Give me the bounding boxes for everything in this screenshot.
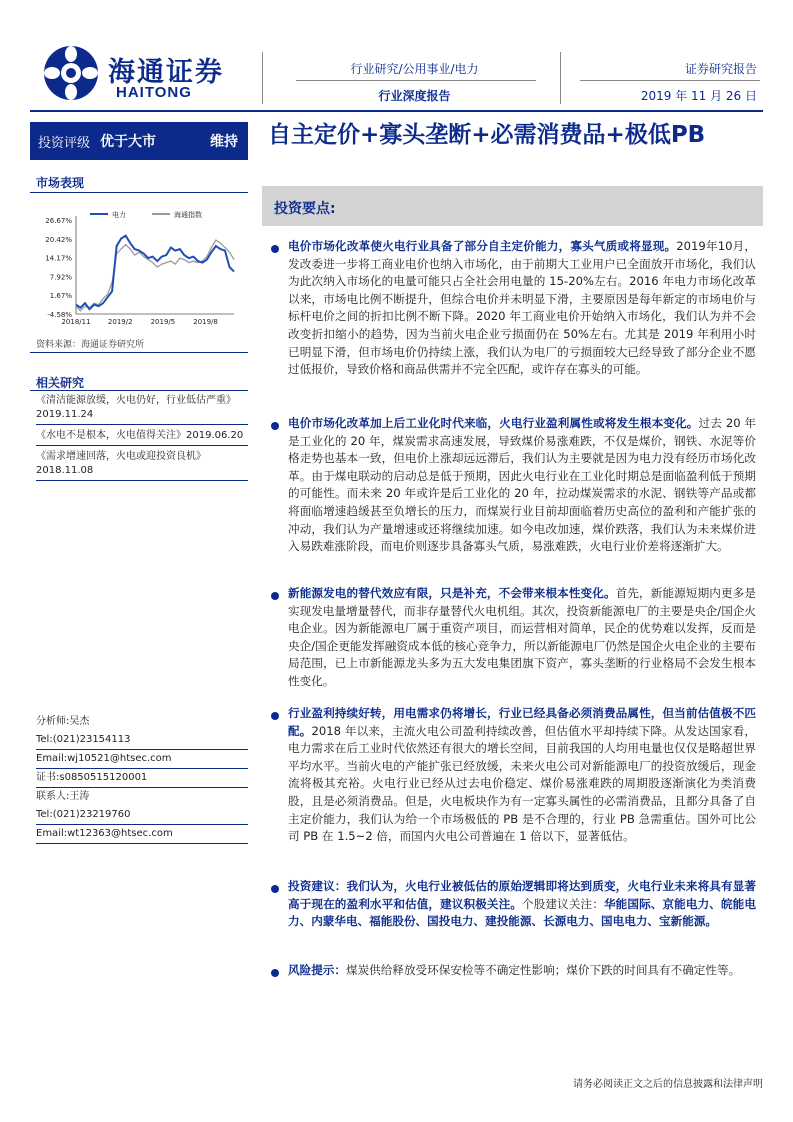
paragraph-lead: 行业盈利持续好转，用电需求仍将增长，行业已经具备必须消费品属性，但当前估值极不匹配。 <box>288 706 756 738</box>
analyst-name: 分析师:吴杰 <box>36 716 90 727</box>
bullet-icon <box>271 885 279 893</box>
contact-email[interactable]: Email:wt12363@htsec.com <box>36 825 248 844</box>
y-tick-label: -4.58% <box>47 311 72 319</box>
related-rule <box>30 390 248 391</box>
contact-name: 联系人:王涛 <box>36 791 90 802</box>
rating-value: 优于大市 <box>100 134 157 150</box>
bullet-icon <box>271 422 279 430</box>
analyst-cert: 证书:s0850515120001 <box>36 769 248 788</box>
bullet-icon <box>271 712 279 720</box>
paragraph-body: 2019年10月，发改委进一步将工商业电价也纳入市场化，由于前期大工业用户已全面放开市场化，我们认为此次纳入市场化的电量可能只占全社会用电量的 15-20%左右。2016 年电力市场化改革以来，市场电比例不断提升，但综合电价并未明显下滑，主要原因是每年新定的市场电价与标杆电价之间的折扣比例不断下降。2020 年工商业电价开始纳入市场化，我们认为并不会改变折扣缩小的趋势，因为当前火电企业亏损面仍在 50%左右。尤其是 2019 年利用小时已明显下滑，但市场电价仍持续上涨，我们认为电厂的亏损面较大已经导致了部分企业不愿过低报价，导致价格和商品供需并不完全匹配，或许存在寡头的可能。 <box>288 239 756 377</box>
source-rule <box>30 352 248 353</box>
bullet-icon <box>271 592 279 600</box>
chart-source: 资料来源：海通证券研究所 <box>36 340 145 350</box>
related-item[interactable]: 《清洁能源放缓，火电仍好，行业低估严重》2019.11.24 <box>36 392 248 425</box>
y-tick-label: 14.17% <box>45 254 72 263</box>
market-rule <box>30 192 248 193</box>
header-divider <box>262 52 263 104</box>
header-divider <box>560 52 561 104</box>
header-report-type: 行业深度报告 <box>378 89 451 103</box>
paragraph <box>288 705 756 846</box>
key-points-title: 投资要点: <box>274 201 336 217</box>
contacts <box>36 713 248 844</box>
footer-disclaimer: 请务必阅读正文之后的信息披露和法律声明 <box>573 1079 763 1090</box>
market-section-title: 市场表现 <box>36 176 85 190</box>
y-tick-label: 20.42% <box>45 235 72 244</box>
header-right-label: 证券研究报告 <box>684 62 757 76</box>
bullet-icon <box>271 969 279 977</box>
paragraph-body: 2018 年以来，主流火电公司盈利持续改善，但估值水平却持续下降。从发达国家看，电力需求在后工业时代依然还有很大的增长空间，目前我国的人均用电量也仅仅是略超世界平均水平。当前火电的产能扩张已经放缓，未来火电公司对新能源电厂的投资放缓后，现金流将极其充裕。火电行业已经从过去电价稳定、煤价易涨难跌的周期股逐渐演化为类消费股，且是必须消费品。但是，火电板块作为有一定寡头属性的必需消费品，且都分具备了自主定价能力，我们认为给一个市场极低的 PB 是不合理的，行业 PB 急需重估。国外可比公司 PB 在 1.5~2 倍，而国内火电公司普遍在 1 倍以下，显著低估。 <box>288 723 756 844</box>
contact-tel: Tel:(021)23219760 <box>36 806 248 825</box>
logo-cn-text: 海通证券 <box>108 57 224 88</box>
header-category: 行业研究/公用事业/电力 <box>350 62 479 76</box>
analyst-tel: Tel:(021)23154113 <box>36 731 248 750</box>
paragraph-lead: 电价市场化改革使火电行业具备了部分自主定价能力，寡头气质或将显现。 <box>288 239 677 253</box>
legend-label: 电力 <box>112 211 126 219</box>
report-header <box>0 0 793 112</box>
market-chart-svg <box>30 202 248 332</box>
series-line-power <box>76 236 234 310</box>
paragraph-body: 煤炭供给释放受环保安检等不确定性影响；煤价下跌的时间具有不确定性等。 <box>345 963 741 977</box>
paragraph-body: 过去 20 年是工业化的 20 年，煤炭需求高速发展，导致煤价易涨难跌，不仅是煤价，钢铁、水泥等价格走势也基本一致，但电价上涨却远远滞后，我们认为主要就是因为电力没有经历市场化改革。由于煤电联动的启动总是低于预期，因此火电行业在工业化时期总是面临盈利低于预期的可能性。而未来 20 年或许是后工业化的 20 年，拉动煤炭需求的水泥、钢铁等产品或都将面临增速趋缓甚至负增长的压力，而煤炭行业目前却面临着历史高位的盈利和产能扩张的冲动，我们认为产量增速或还将继续加速。如今电改加速，煤价跌落，我们认为未来煤价进入易跌难涨阶段，而电价则逐步具备寡头气质，易涨难跌，火电行业价差将逐渐扩大。 <box>288 416 756 554</box>
rating-box <box>30 122 248 160</box>
x-tick-label: 2019/2 <box>107 318 133 326</box>
paragraph-body: 首先，新能源短期内更多是实现发电量增量替代，而非存量替代火电机组。其次，投资新能源电厂的主要是央企/国企火电企业。因为新能源电厂属于重资产项目，而运营相对简单，民企的优势难以发挥，反而是央企/国企更能发挥融资成本低的核心竞争力，所以新能源电厂仍然是国企火电企业的主要布局范围，已上市新能源龙头多为五大发电集团旗下资产，寡头垄断的行业格局不会发生根本性变化。 <box>288 586 756 688</box>
header-mid-rule <box>296 80 536 81</box>
header-date: 2019 年 11 月 26 日 <box>640 89 757 103</box>
analyst-email[interactable]: Email:wj10521@htsec.com <box>36 750 248 769</box>
related-item[interactable]: 《水电不是根本，火电值得关注》2019.06.20 <box>36 427 248 446</box>
y-tick-label: 7.92% <box>49 273 72 282</box>
related-list <box>36 392 248 483</box>
x-tick-label: 2019/8 <box>193 318 218 326</box>
rating-label: 投资评级 <box>38 135 91 151</box>
y-tick-label: 1.67% <box>49 292 72 301</box>
x-tick-label: 2019/5 <box>150 318 176 326</box>
paragraph-lead: 新能源发电的替代效应有限，只是补充，不会带来根本性变化。 <box>288 586 616 600</box>
bullet-icon <box>271 245 279 253</box>
logo-en-text: HAITONG <box>116 84 192 101</box>
paragraph-tail: 华能国际、京能电力、皖能电力、内蒙华电、福能股份、国投电力、建投能源、长源电力、国电电力、宝新能源。 <box>288 896 756 929</box>
header-right-rule <box>580 80 760 81</box>
x-tick-label: 2018/11 <box>61 318 91 326</box>
logo <box>42 44 242 104</box>
series-line-haitong-index <box>76 240 234 311</box>
rating-action: 维持 <box>210 134 238 150</box>
y-tick-label: 26.67% <box>45 217 72 225</box>
paragraph <box>288 585 756 691</box>
header-bottom-rule <box>30 110 763 112</box>
paragraph-body: 个股建议关注： <box>522 896 604 911</box>
paragraph-lead: 投资建议：我们认为，火电行业被低估的原始逻辑即将达到质变，火电行业未来将具有显著高于现在的盈利水平和估值，建议积极关注。 <box>288 879 756 911</box>
paragraph <box>288 962 756 980</box>
paragraph <box>288 238 756 379</box>
paragraph <box>288 415 756 556</box>
market-chart <box>30 202 248 332</box>
paragraph <box>288 878 756 931</box>
related-item[interactable]: 《需求增速回落，火电或迎投资良机》2018.11.08 <box>36 448 248 481</box>
key-points-bar <box>262 186 763 226</box>
legend-label: 海通指数 <box>174 211 202 219</box>
report-title: 自主定价+寡头垄断+必需消费品+极低PB <box>268 122 706 148</box>
paragraph-lead: 电价市场化改革加上后工业化时代来临，火电行业盈利属性或将发生根本变化。 <box>288 416 699 430</box>
haitong-logo-icon <box>42 44 100 102</box>
related-section-title: 相关研究 <box>36 376 85 390</box>
paragraph-lead: 风险提示： <box>288 963 346 977</box>
